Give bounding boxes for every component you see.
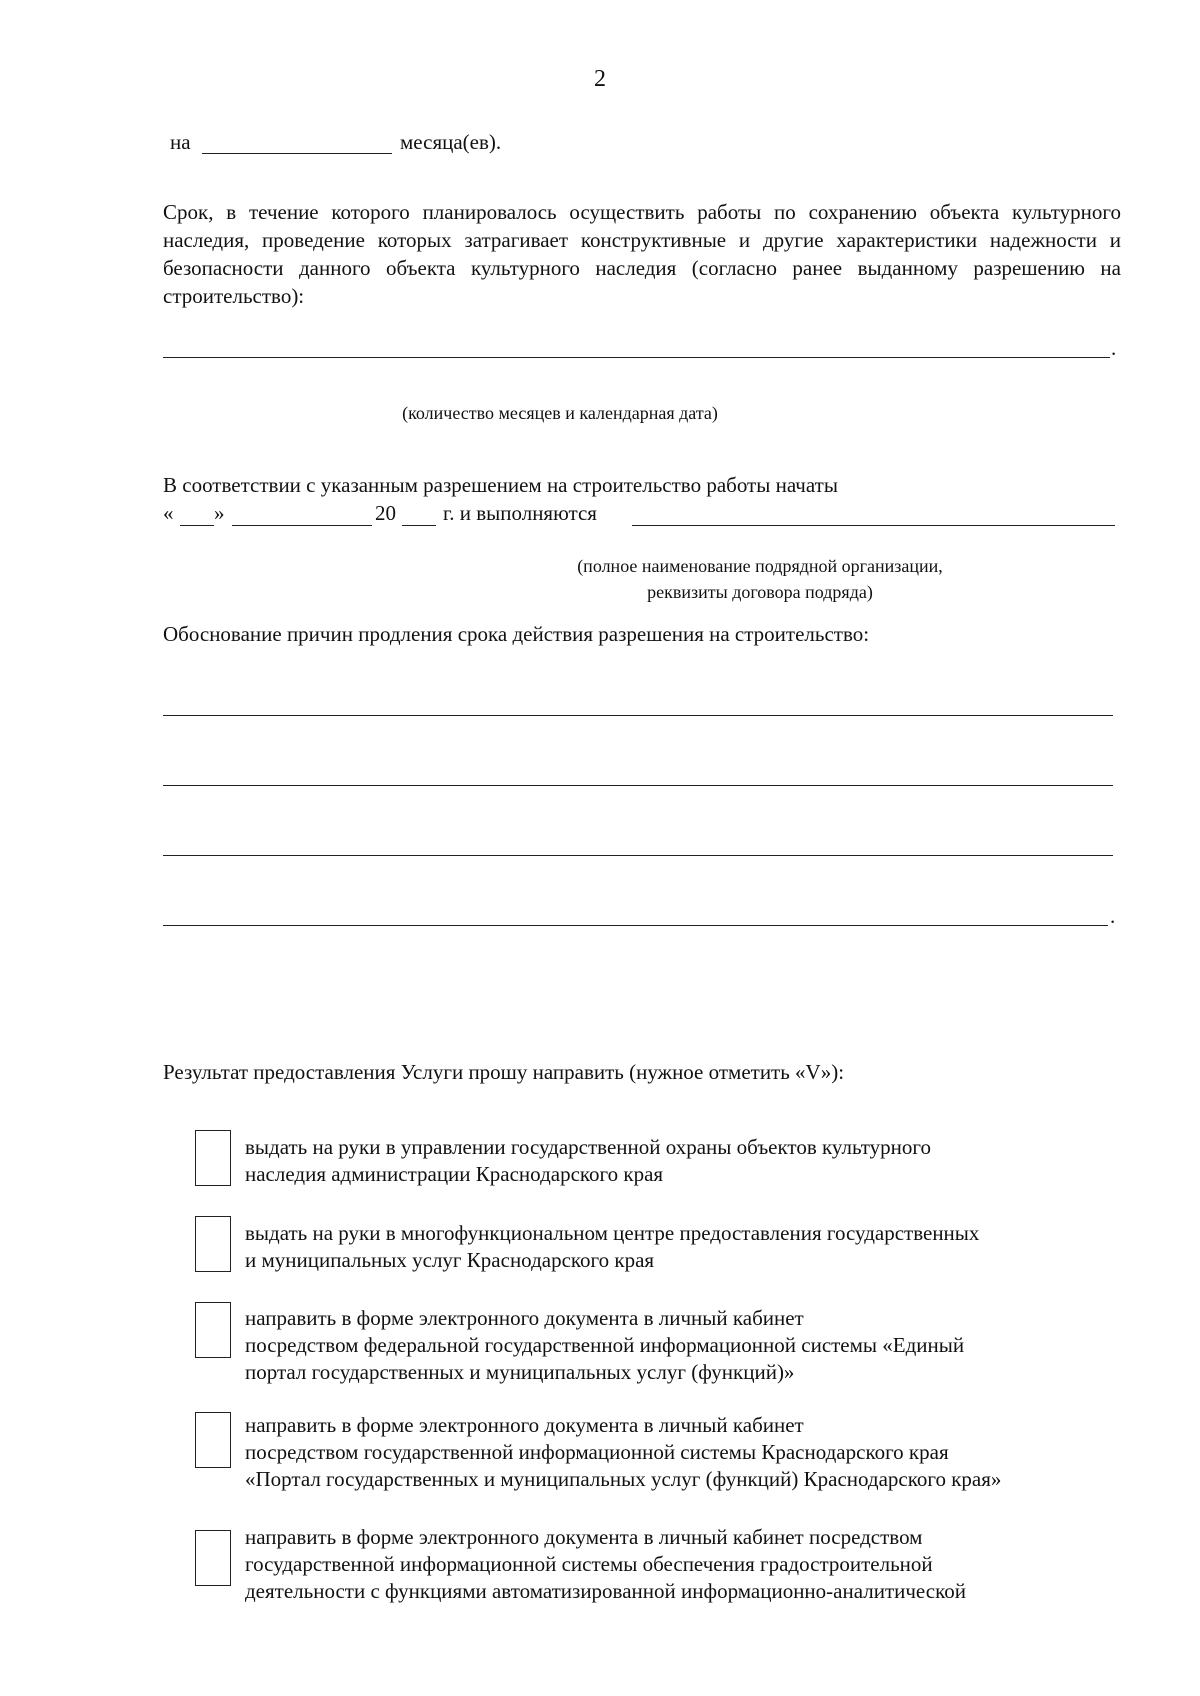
option-2-line-2: и муниципальных услуг Краснодарского края bbox=[245, 1248, 655, 1272]
planned-term-paragraph: Срок, в течение которого планировалось осуществить работы по сохранению объекта культурного наследия, проведение которых затрагивает конструктивные и другие характеристики надежности и безопасности данного объекта культурного наследия (согласно ранее выданному разрешению на строительство): bbox=[163, 200, 1121, 308]
option-5-line-2: государственной информационной системы обеспечения градостроительной bbox=[245, 1552, 933, 1576]
justification-label: Обоснование причин продления срока действия разрешения на строительство: bbox=[163, 622, 870, 646]
option-text-2 bbox=[245, 1220, 1123, 1274]
justification-field-3[interactable] bbox=[163, 855, 1113, 856]
planned-term-field[interactable] bbox=[163, 357, 1110, 358]
option-text-5 bbox=[245, 1524, 1123, 1605]
start-month-field[interactable] bbox=[232, 525, 372, 526]
option-3-line-3: портал государственных и муниципальных услуг (функций)» bbox=[245, 1360, 795, 1384]
option-checkbox-1[interactable] bbox=[195, 1130, 231, 1186]
option-checkbox-3[interactable] bbox=[195, 1302, 231, 1358]
option-text-4 bbox=[245, 1412, 1123, 1493]
contractor-caption-line1: (полное наименование подрядной организации, bbox=[577, 556, 943, 576]
quote-close: » bbox=[214, 501, 225, 525]
option-checkbox-4[interactable] bbox=[195, 1412, 231, 1468]
justification-field-2[interactable] bbox=[163, 785, 1113, 786]
option-4-line-3: «Портал государственных и муниципальных услуг (функций) Краснодарского края» bbox=[245, 1467, 1002, 1491]
term-prefix: на bbox=[170, 130, 191, 154]
option-text-3 bbox=[245, 1305, 1123, 1386]
works-started-text: В соответствии с указанным разрешением на строительство работы начаты bbox=[163, 473, 838, 497]
option-4-line-1: направить в форме электронного документа в личный кабинет bbox=[245, 1413, 804, 1437]
option-checkbox-2[interactable] bbox=[195, 1216, 231, 1272]
option-5-line-3: деятельности с функциями автоматизированной информационно-аналитической bbox=[245, 1579, 966, 1603]
quote-open: « bbox=[163, 501, 174, 525]
performed-by-text: г. и выполняются bbox=[443, 501, 597, 525]
result-label: Результат предоставления Услуги прошу направить (нужное отметить «V»): bbox=[163, 1060, 845, 1084]
start-day-field[interactable] bbox=[180, 525, 214, 526]
option-checkbox-5[interactable] bbox=[195, 1530, 231, 1586]
term-months-field[interactable] bbox=[202, 153, 392, 154]
option-4-line-2: посредством государственной информационной системы Краснодарского края bbox=[245, 1440, 949, 1464]
option-5-line-1: направить в форме электронного документа в личный кабинет посредством bbox=[245, 1525, 923, 1549]
option-text-1 bbox=[245, 1134, 1123, 1188]
option-2-line-1: выдать на руки в многофункциональном центре предоставления государственных bbox=[245, 1221, 980, 1245]
option-1-line-2: наследия администрации Краснодарского края bbox=[245, 1162, 664, 1186]
option-1-line-1: выдать на руки в управлении государственной охраны объектов культурного bbox=[245, 1135, 931, 1159]
term-suffix: месяца(ев). bbox=[400, 130, 502, 154]
planned-term-caption: (количество месяцев и календарная дата) bbox=[402, 403, 718, 423]
year-prefix: 20 bbox=[375, 501, 396, 525]
planned-term-line-end: . bbox=[1111, 336, 1117, 360]
contractor-caption bbox=[520, 553, 1000, 605]
justification-field-4[interactable] bbox=[163, 925, 1108, 926]
justification-line-end: . bbox=[1110, 904, 1116, 928]
page-number: 2 bbox=[594, 66, 606, 92]
contractor-field[interactable] bbox=[632, 525, 1115, 526]
justification-field-1[interactable] bbox=[163, 715, 1113, 716]
option-3-line-2: посредством федеральной государственной информационной системы «Единый bbox=[245, 1333, 965, 1357]
option-3-line-1: направить в форме электронного документа в личный кабинет bbox=[245, 1306, 804, 1330]
start-year-field[interactable] bbox=[402, 525, 436, 526]
contractor-caption-line2: реквизиты договора подряда) bbox=[647, 582, 873, 602]
